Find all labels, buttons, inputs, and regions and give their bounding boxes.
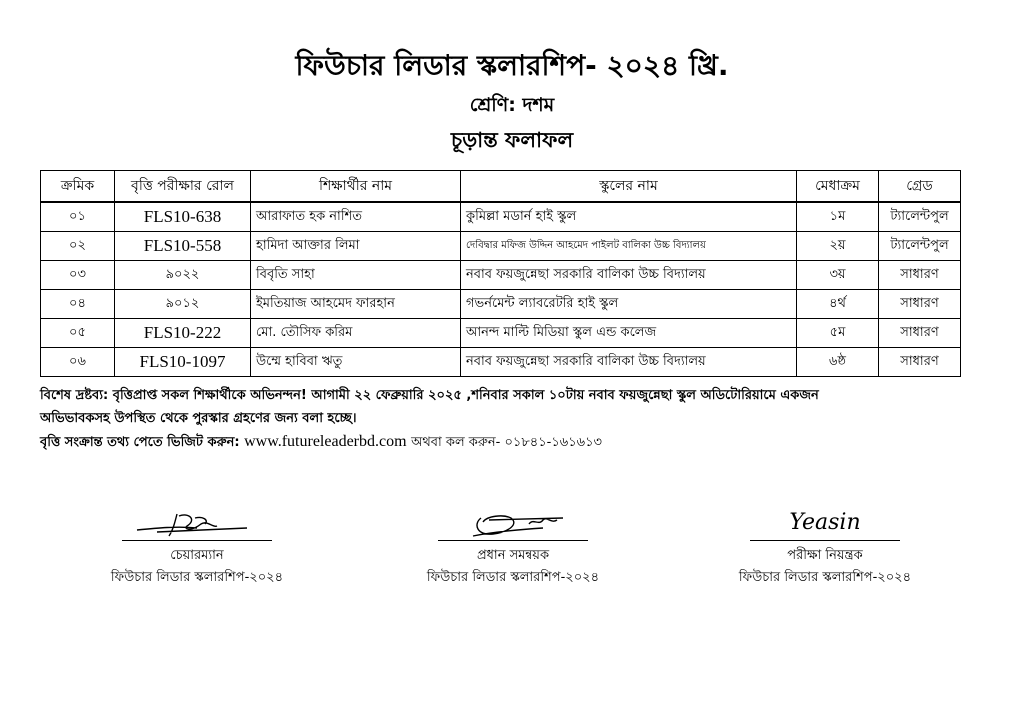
coordinator-signature-icon (433, 506, 593, 540)
grade-cell: সাধারণ (879, 261, 961, 290)
roll-cell: ৯০২২ (115, 261, 251, 290)
school-cell: গভর্নমেন্ট ল্যাবরেটরি হাই স্কুল (461, 290, 797, 319)
call-text: অথবা কল করুন- ০১৮৪১-১৬১৬১৩ (411, 435, 603, 450)
controller-org: ফিউচার লিডার স্কলারশিপ-২০২৪ (738, 570, 912, 585)
table-row (41, 261, 961, 290)
table-header-row (41, 171, 961, 203)
table-row (41, 232, 961, 261)
rank-cell: ৫ম (797, 319, 879, 348)
signature-block-coordinator (388, 506, 638, 589)
student-name-cell: উম্মে হাবিবা ঋতু (251, 348, 461, 377)
roll-cell: FLS10-638 (115, 202, 251, 232)
school-cell: কুমিল্লা মডার্ন হাই স্কুল (461, 202, 797, 232)
result-label: চূড়ান্ত ফলাফল (450, 128, 574, 152)
student-name-cell: ইমতিয়াজ আহমেদ ফারহান (251, 290, 461, 319)
serial-cell: ০৫ (41, 319, 115, 348)
column-header-school: স্কুলের নাম (461, 171, 797, 203)
column-header-serial: ক্রমিক (41, 171, 115, 203)
class-label: শ্রেণি: দশম (469, 94, 555, 116)
grade-cell: সাধারণ (879, 290, 961, 319)
serial-cell: ০৩ (41, 261, 115, 290)
signature-block-controller (700, 506, 950, 589)
rank-cell: ৪র্থ (797, 290, 879, 319)
results-table (40, 170, 961, 377)
rank-cell: ১ম (797, 202, 879, 232)
serial-cell: ০২ (41, 232, 115, 261)
column-header-grade: গ্রেড (879, 171, 961, 203)
roll-cell: FLS10-1097 (115, 348, 251, 377)
school-cell: আনন্দ মাল্টি মিডিয়া স্কুল এন্ড কলেজ (461, 319, 797, 348)
chairman-designation: চেয়ারম্যান (170, 548, 224, 563)
table-row (41, 202, 961, 232)
student-name-cell: আরাফাত হক নাশিত (251, 202, 461, 232)
signature-block-chairman (72, 506, 322, 589)
coordinator-designation: প্রধান সমন্বয়ক (476, 548, 550, 563)
chairman-signature-icon (117, 506, 277, 540)
student-name-cell: মো. তৌসিফ করিম (251, 319, 461, 348)
grade-cell: সাধারণ (879, 348, 961, 377)
serial-cell: ০১ (41, 202, 115, 232)
roll-cell: FLS10-558 (115, 232, 251, 261)
website-link[interactable]: www.futureleaderbd.com (244, 433, 407, 450)
serial-cell: ০৬ (41, 348, 115, 377)
grade-cell: ট্যালেন্টপুল (879, 202, 961, 232)
student-name-cell: হামিদা আক্তার লিমা (251, 232, 461, 261)
table-row (41, 348, 961, 377)
serial-cell: ০৪ (41, 290, 115, 319)
visit-prefix: বৃত্তি সংক্রান্ত তথ্য পেতে ভিজিট করুন: (40, 435, 240, 450)
school-cell: দেবিদ্বার মফিজ উদ্দিন আহমেদ পাইলট বালিকা উচ্চ বিদ্যালয় (461, 232, 797, 261)
contact-line (40, 430, 980, 454)
rank-cell: ৬ষ্ঠ (797, 348, 879, 377)
controller-signature-text: Yeasin (789, 510, 861, 535)
grade-cell: সাধারণ (879, 319, 961, 348)
roll-cell: ৯০১২ (115, 290, 251, 319)
chairman-org: ফিউচার লিডার স্কলারশিপ-২০২৪ (110, 570, 284, 585)
page-title: ফিউচার লিডার স্কলারশিপ- ২০২৪ খ্রি. (295, 49, 729, 82)
school-cell: নবাব ফয়জুন্নেছা সরকারি বালিকা উচ্চ বিদ্যালয় (461, 261, 797, 290)
table-row (41, 319, 961, 348)
notice-block (40, 384, 980, 454)
notice-line-2: অভিভাবকসহ উপস্থিত থেকে পুরস্কার গ্রহণের জন্য বলা হচ্ছে। (40, 411, 357, 426)
controller-designation: পরীক্ষা নিয়ন্ত্রক (787, 548, 863, 563)
roll-cell: FLS10-222 (115, 319, 251, 348)
coordinator-org: ফিউচার লিডার স্কলারশিপ-২০২৪ (426, 570, 600, 585)
column-header-rank: মেধাক্রম (797, 171, 879, 203)
table-row (41, 290, 961, 319)
column-header-roll: বৃত্তি পরীক্ষার রোল (115, 171, 251, 203)
column-header-name: শিক্ষার্থীর নাম (251, 171, 461, 203)
rank-cell: ৩য় (797, 261, 879, 290)
rank-cell: ২য় (797, 232, 879, 261)
notice-line-1: বিশেষ দ্রষ্টব্য: বৃত্তিপ্রাপ্ত সকল শিক্ষার্থীকে অভিনন্দন! আগামী ২২ ফেব্রুয়ারি ২০২৫ ,শনিবার সকাল ১০টায় নবাব ফয়জুন্নেছা স্কুল অডিটোরিয়ামে একজন (40, 388, 819, 403)
grade-cell: ট্যালেন্টপুল (879, 232, 961, 261)
school-cell: নবাব ফয়জুন্নেছা সরকারি বালিকা উচ্চ বিদ্যালয় (461, 348, 797, 377)
student-name-cell: বিবৃতি সাহা (251, 261, 461, 290)
